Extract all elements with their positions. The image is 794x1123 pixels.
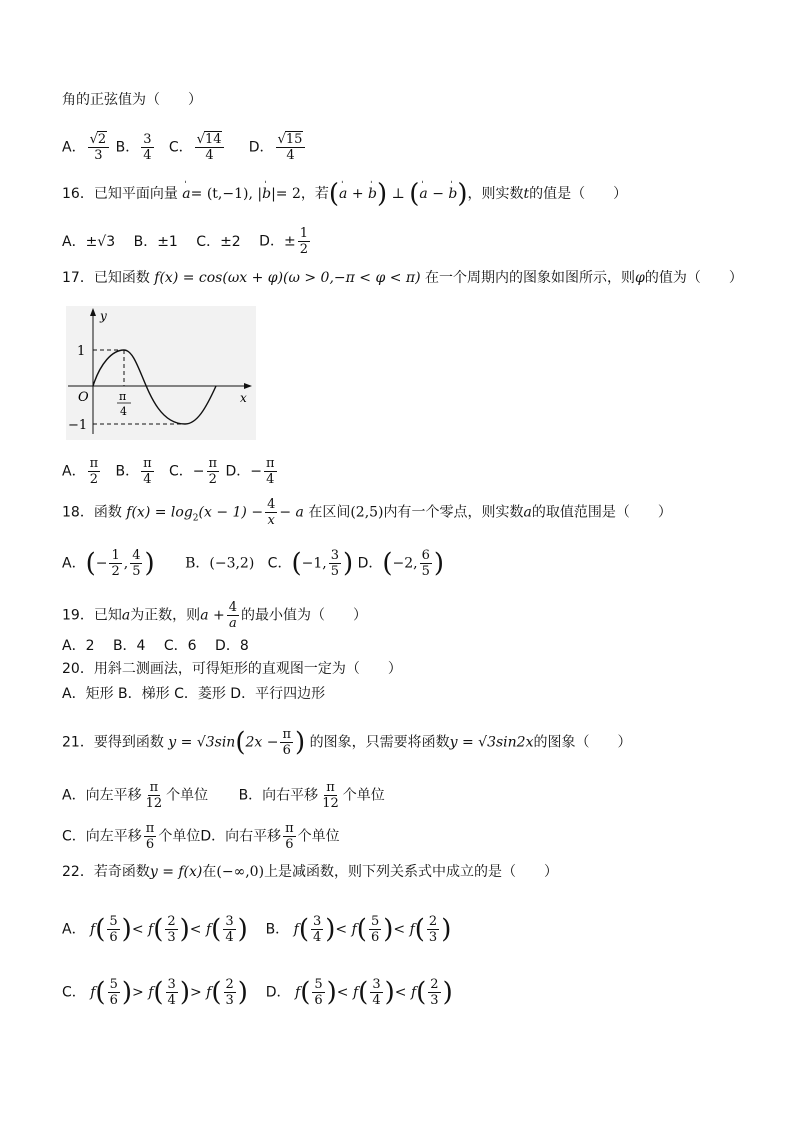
q21-options-ab: A．向左平移 $\frac{\pi}{12}$ 个单位 B．向右平移 $\frac{\pi}{12}$ 个单位 bbox=[62, 780, 385, 811]
x-tick-den: 4 bbox=[120, 405, 127, 418]
q19-stem: 19．已知a为正数，则a + $\frac{4}{a}$ 的最小值为（ ） bbox=[62, 600, 367, 631]
q17-graph bbox=[66, 306, 256, 440]
q19-options: A．2 B．4 C．6 D．8 bbox=[62, 638, 249, 654]
q22-stem: 22．若奇函数y = f(x)在(−∞,0)上是减函数，则下列关系式中成立的是（ ） bbox=[62, 864, 559, 880]
q16-stem: 16．已知平面向量 ˈ a= (t,−1), |ˈ b|= 2，若(ˈ a + ˈ b) ⊥ (ˈ a − ˈ b)，则实数t的值是（ ） bbox=[62, 184, 627, 204]
origin-label: O bbox=[78, 390, 89, 405]
q21-stem: 21．要得到函数 y = √3sin(2x − $\frac{\pi}{6}$ ) 的图象，只需要将函数y = √3sin2x的图象（ ） bbox=[62, 727, 632, 758]
y-max-label: 1 bbox=[77, 344, 86, 359]
q16-options: A．±√3 B．±1 C．±2 D．± $\frac{1}{2}$ bbox=[62, 226, 308, 257]
x-axis-label: x bbox=[240, 391, 247, 405]
q17-stem: 17．已知函数 f(x) = cos(ωx + φ)(ω > 0,−π < φ < π) 在一个周期内的图象如图所示，则φ的值为（ ） bbox=[62, 270, 743, 286]
q20-stem: 20．用斜二测画法，可得矩形的直观图一定为（ ） bbox=[62, 661, 402, 677]
q15-stem: 角的正弦值为（ ） bbox=[62, 92, 202, 108]
y-min-label: −1 bbox=[68, 418, 88, 433]
q18-options: A．(− $\frac{1}{2}$ , $\frac{4}{5}$ ) B．(−3,2) C．(−1, $\frac{3}{5}$ ) D．(−2, $\frac{6}{5}$ ) bbox=[62, 548, 445, 579]
q22-options-cd: C． f( $\frac{5}{6}$ )> f( $\frac{3}{4}$ )> f( $\frac{2}{3}$ ) D． f( $\frac{5}{6}$ )< f( $\frac{3}{4}$ )< f( $\frac{2}{3}$ ) bbox=[62, 977, 453, 1008]
y-axis-label: y bbox=[100, 309, 107, 323]
q20-options: A．矩形 B．梯形 C．菱形 D．平行四边形 bbox=[62, 686, 326, 702]
q18-stem: 18．函数 $f(x) = \log_2(x - 1)$ − $\frac{4}{x}$ − a 在区间(2,5)内有一个零点，则实数a的取值范围是（ ） bbox=[62, 497, 672, 528]
q17-options: A． $\frac{\pi}{2}$ B． $\frac{\pi}{4}$ C．− $\frac{\pi}{2}$ D．− $\frac{\pi}{4}$ bbox=[62, 456, 275, 487]
x-tick-num: π bbox=[119, 390, 127, 403]
q21-options-cd: C．向左平移 $\frac{\pi}{6}$ 个单位D．向右平移 $\frac{\pi}{6}$ 个单位 bbox=[62, 821, 340, 852]
q15-options: A． $\frac{√2}{3}$ B． $\frac{3}{4}$ C． $\frac{√14}{4}$ D． $\frac{√15}{4}$ bbox=[62, 132, 307, 163]
q22-options-ab: A． f( $\frac{5}{6}$ )< f( $\frac{2}{3}$ )< f( $\frac{3}{4}$ ) B． f( $\frac{3}{4}$ )< f( $\frac{5}{6}$ )< f( $\frac{2}{3}$ ) bbox=[62, 914, 452, 945]
